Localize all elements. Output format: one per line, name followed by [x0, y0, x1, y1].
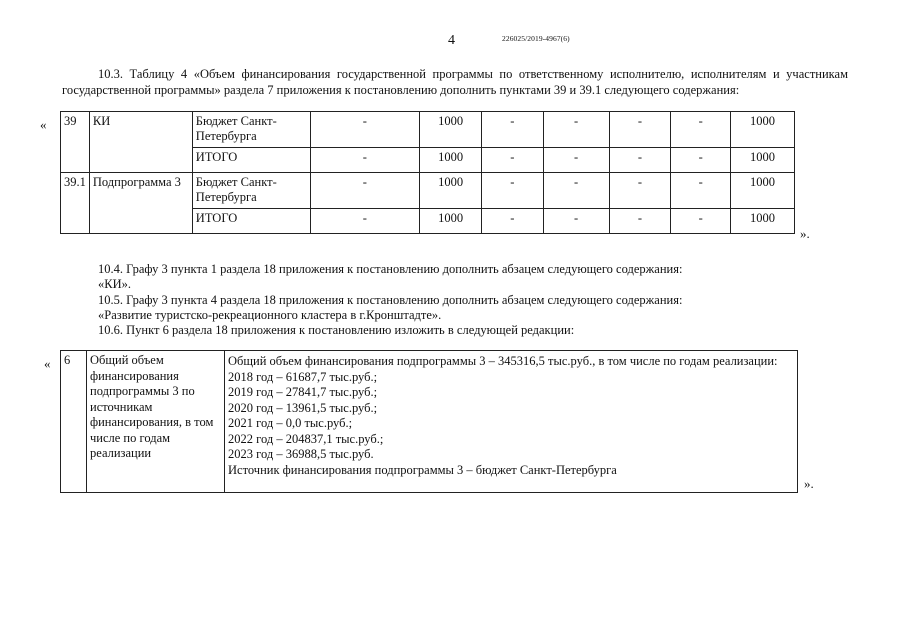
financing-table	[60, 111, 795, 234]
value-cell: -	[543, 112, 609, 148]
row-number: 39.1	[61, 173, 90, 234]
subprogram-table	[60, 350, 798, 493]
value-cell: -	[543, 173, 609, 209]
paragraph-10-4-text: «КИ».	[98, 277, 131, 291]
financing-line: 2023 год – 36988,5 тыс.руб.	[228, 447, 374, 461]
document-number: 226025/2019-4967(6)	[502, 34, 570, 43]
value-cell: -	[310, 209, 420, 234]
table2-close-quote: ».	[804, 476, 814, 491]
value-cell: 1000	[420, 112, 482, 148]
value-cell: 1000	[420, 173, 482, 209]
row-number: 39	[61, 112, 90, 173]
page-number: 4	[448, 33, 455, 48]
financing-line: Источник финансирования подпрограммы 3 – бюджет Санкт-Петербурга	[228, 462, 617, 477]
funding-source: ИТОГО	[192, 148, 310, 173]
value-cell: -	[609, 148, 671, 173]
table2-content	[225, 351, 798, 493]
paragraph-10-3: 10.3. Таблицу 4 «Объем финансирования государственной программы по ответственному исполнителю, исполнителям и участникам государственной программы» раздела 7 приложения к постановлению дополнить пунктами 39 и 39.1 следующего содержания:	[62, 67, 848, 97]
row-name: КИ	[89, 112, 192, 173]
value-cell: 1000	[420, 209, 482, 234]
value-cell: 1000	[420, 148, 482, 173]
financing-line: 2018 год – 61687,7 тыс.руб.;	[228, 369, 378, 384]
paragraph-10-5: 10.5. Графу 3 пункта 4 раздела 18 приложения к постановлению дополнить абзацем следующего содержания:	[98, 293, 683, 307]
value-cell: -	[671, 173, 731, 209]
value-cell: 1000	[731, 112, 795, 148]
funding-source: Бюджет Санкт-Петербурга	[192, 173, 310, 209]
row-name: Подпрограмма 3	[89, 173, 192, 234]
value-cell: -	[310, 173, 420, 209]
funding-source: ИТОГО	[192, 209, 310, 234]
value-cell: 1000	[731, 173, 795, 209]
value-cell: -	[482, 148, 544, 173]
table1-close-quote: ».	[800, 226, 810, 241]
value-cell: -	[482, 173, 544, 209]
table2-label: Общий объем финансирования подпрограммы 3 по источникам финансирования, в том числе по годам реализации	[87, 351, 225, 493]
financing-line: 2019 год – 27841,7 тыс.руб.;	[228, 385, 378, 399]
value-cell: -	[671, 112, 731, 148]
value-cell: -	[609, 112, 671, 148]
value-cell: -	[609, 173, 671, 209]
value-cell: -	[543, 148, 609, 173]
value-cell: -	[609, 209, 671, 234]
financing-line: 2020 год – 13961,5 тыс.руб.;	[228, 400, 378, 415]
table1-open-quote: «	[40, 117, 47, 132]
value-cell: 1000	[731, 148, 795, 173]
value-cell: -	[482, 112, 544, 148]
value-cell: -	[671, 209, 731, 234]
table-row	[61, 112, 795, 148]
value-cell: -	[671, 148, 731, 173]
value-cell: -	[482, 209, 544, 234]
paragraph-10-5-text: «Развитие туристско-рекреационного кластера в г.Кронштадте».	[98, 308, 442, 322]
value-cell: -	[310, 112, 420, 148]
value-cell: -	[543, 209, 609, 234]
financing-line: 2021 год – 0,0 тыс.руб.;	[228, 416, 353, 430]
paragraph-10-4: 10.4. Графу 3 пункта 1 раздела 18 приложения к постановлению дополнить абзацем следующего содержания:	[98, 262, 683, 276]
funding-source: Бюджет Санкт-Петербурга	[192, 112, 310, 148]
financing-line: 2022 год – 204837,1 тыс.руб.;	[228, 431, 384, 446]
financing-line: Общий объем финансирования подпрограммы 3 – 345316,5 тыс.руб., в том числе по годам реализации:	[228, 354, 778, 368]
table2-num: 6	[61, 351, 87, 493]
table2-open-quote: «	[44, 356, 51, 371]
value-cell: 1000	[731, 209, 795, 234]
paragraph-10-6: 10.6. Пункт 6 раздела 18 приложения к постановлению изложить в следующей редакции:	[98, 323, 575, 337]
table-row	[61, 173, 795, 209]
value-cell: -	[310, 148, 420, 173]
